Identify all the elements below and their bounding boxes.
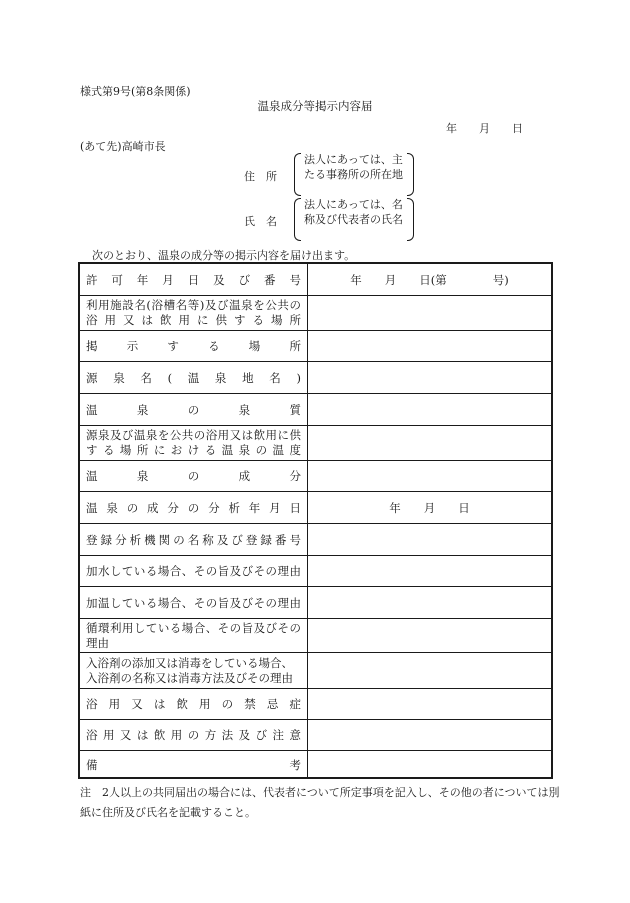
row-label: 温泉の成分 (80, 461, 308, 491)
right-bracket-icon (407, 153, 414, 196)
row-label: 登録分析機関の名称及び登録番号 (80, 524, 308, 555)
row-label: 加水している場合、その旨及びその理由 (80, 556, 308, 586)
row-label: 掲示する場所 (80, 331, 308, 361)
name-note: 法人にあっては、名称及び代表者の氏名 (304, 198, 403, 226)
table-row (80, 653, 551, 689)
name-bracket (294, 198, 414, 241)
right-bracket-icon (407, 198, 414, 241)
declaration-table (78, 262, 553, 779)
value-cell[interactable] (308, 653, 551, 688)
value-cell[interactable] (308, 524, 551, 555)
value-cell[interactable] (308, 587, 551, 618)
table-row (80, 331, 551, 362)
row-label: 加温している場合、その旨及びその理由 (80, 587, 308, 618)
value-cell[interactable] (308, 362, 551, 393)
row-label: 浴用又は飲用の禁忌症 (80, 689, 308, 719)
value-cell[interactable] (308, 720, 551, 750)
value-cell[interactable] (308, 394, 551, 425)
row-label: 源泉名(温泉地名) (80, 362, 308, 393)
value-cell[interactable] (308, 619, 551, 652)
row-label: 源泉及び温泉を公共の浴用又は飲用に供 する場所における温泉の温度 (80, 426, 308, 460)
left-bracket-icon (294, 153, 301, 196)
table-row (80, 619, 551, 653)
table-row (80, 689, 551, 720)
table-row (80, 426, 551, 461)
value-cell[interactable] (308, 296, 551, 330)
permit-date-number[interactable]: 年 月 日(第 号) (350, 272, 509, 287)
value-cell[interactable] (308, 331, 551, 361)
table-row (80, 556, 551, 587)
table-row (80, 524, 551, 556)
value-cell[interactable] (308, 689, 551, 719)
row-label: 許可年月日及び番号 (80, 264, 308, 295)
submission-date: 年 月 日 (446, 122, 523, 135)
table-row (80, 296, 551, 331)
analysis-date[interactable]: 年 月 日 (389, 500, 470, 515)
address-label: 住 所 (244, 170, 277, 183)
table-row (80, 461, 551, 492)
form-number: 様式第9号(第8条関係) (80, 85, 191, 98)
row-label: 浴用又は飲用の方法及び注意 (80, 720, 308, 750)
row-label: 入浴剤の添加又は消毒をしている場合、 入浴剤の名称又は消毒方法及びその理由 (80, 653, 308, 688)
value-cell[interactable] (308, 426, 551, 460)
table-row (80, 394, 551, 426)
address-bracket (294, 153, 414, 196)
document-title: 温泉成分等掲示内容届 (257, 99, 373, 113)
row-label: 循環利用している場合、その旨及びその 理由 (80, 619, 308, 652)
value-cell[interactable] (308, 461, 551, 491)
row-label: 備考 (80, 751, 308, 779)
value-cell[interactable] (308, 556, 551, 586)
footnote: 注 2人以上の共同届出の場合には、代表者について所定事項を記入し、その他の者については別紙に住所及び氏名を記載すること。 (80, 786, 560, 819)
table-row (80, 720, 551, 751)
remarks-cell[interactable] (308, 751, 551, 779)
table-row (80, 362, 551, 394)
left-bracket-icon (294, 198, 301, 241)
row-label: 利用施設名(浴槽名等)及び温泉を公共の 浴用又は飲用に供する場所 (80, 296, 308, 330)
row-label: 温泉の泉質 (80, 394, 308, 425)
address-note: 法人にあっては、主たる事務所の所在地 (304, 153, 403, 181)
name-label: 氏 名 (244, 215, 277, 228)
table-row (80, 751, 551, 779)
row-label: 温泉の成分の分析年月日 (80, 492, 308, 523)
table-row (80, 492, 551, 524)
intro-text: 次のとおり、温泉の成分等の掲示内容を届け出ます。 (92, 249, 356, 262)
table-row (80, 587, 551, 619)
addressee: (あて先)高崎市長 (80, 140, 166, 153)
table-row (80, 264, 551, 296)
